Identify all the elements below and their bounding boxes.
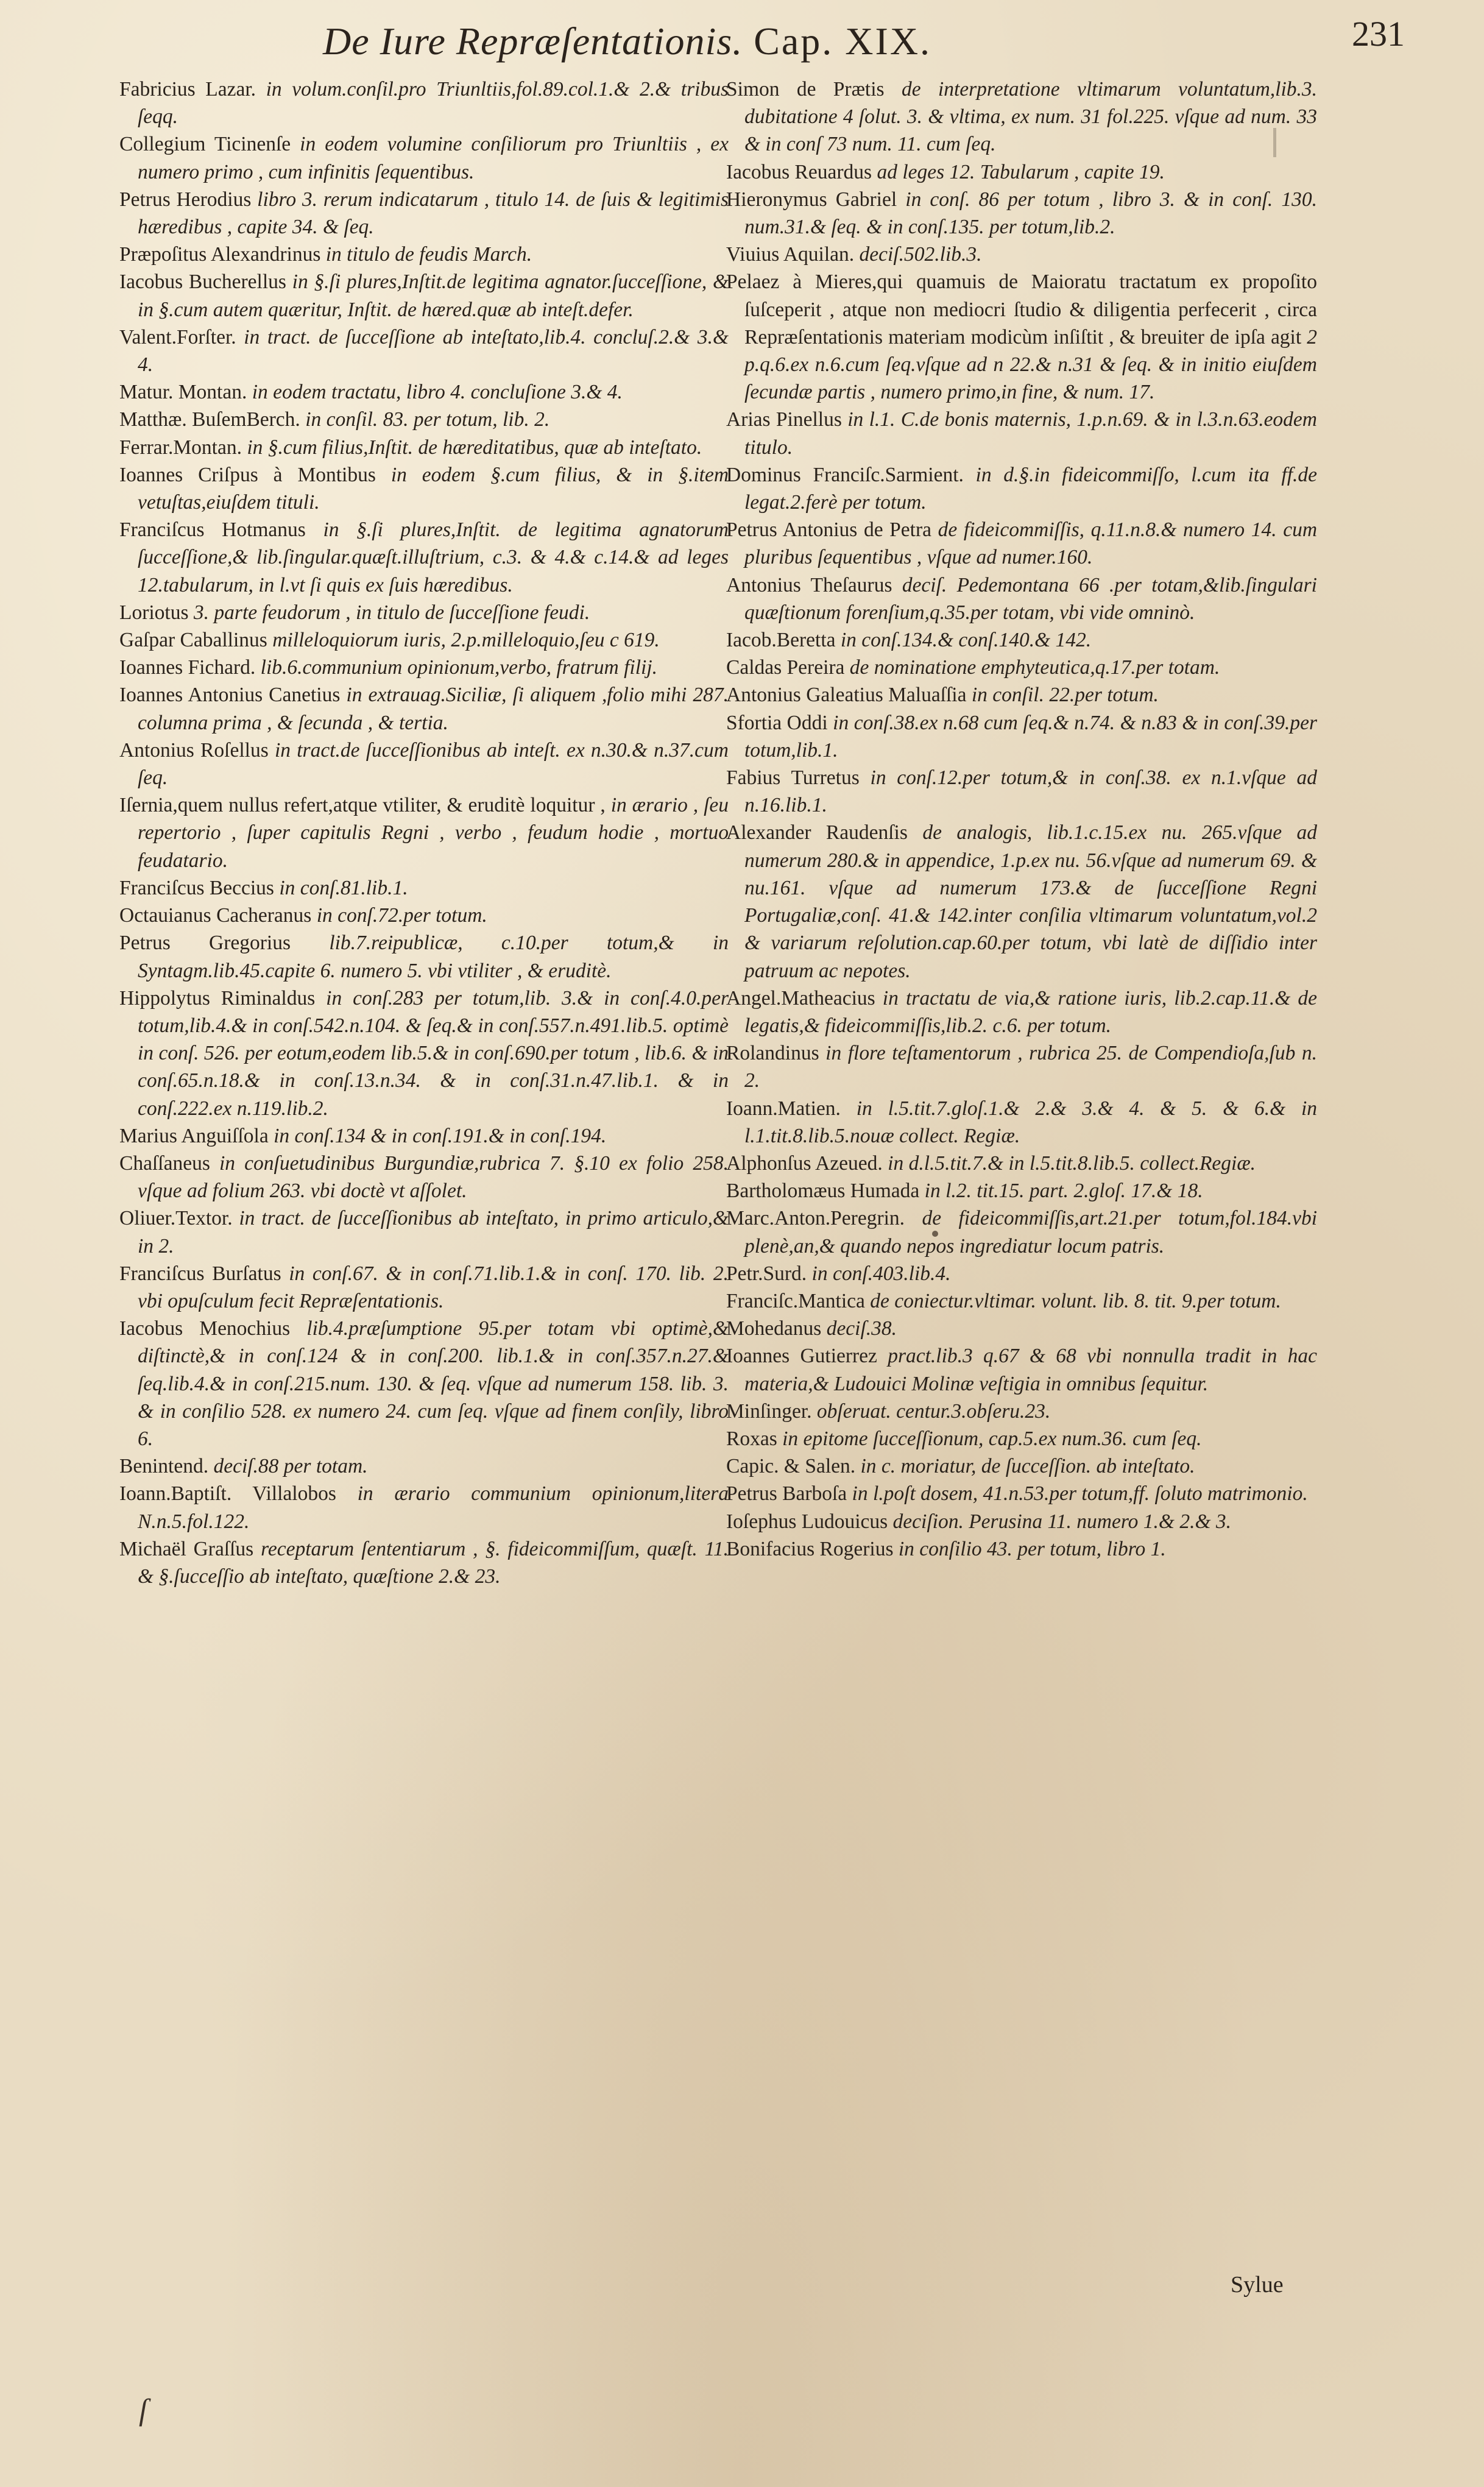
citation-entry (726, 1342, 1317, 1397)
citation-entry (726, 76, 1317, 158)
citation-author: Alexander Raudenſis (726, 821, 908, 844)
citation-entry (119, 378, 729, 406)
citation-entry (119, 654, 729, 681)
citation-reference: in conſ.72.per totum. (316, 904, 487, 927)
citation-entry (726, 709, 1317, 764)
citation-entry (119, 461, 729, 516)
citation-reference: in l.1. C.de bonis maternis, 1.p.n.69. & in l.3.n.63.eodem titulo. (744, 408, 1317, 459)
citation-reference: deciſ. Pedemontana 66 .per totam,&lib.ſingulari quæſtionum forenſium,q.35.per totam, vbi vide omninò. (744, 573, 1317, 624)
citation-author: Angel.Matheacius (726, 986, 875, 1010)
citation-author: Bonifacius Rogerius (726, 1537, 894, 1560)
citation-entry (119, 268, 729, 323)
citation-author: Capic. & Salen. (726, 1455, 856, 1478)
citation-reference: 3. parte feudorum , in titulo de ſucceſſione feudi. (193, 601, 590, 624)
citation-author: Fabius Turretus (726, 766, 860, 790)
citation-reference: in epitome ſucceſſionum, cap.5.ex num.36. cum ſeq. (782, 1427, 1202, 1450)
running-header (323, 11, 1419, 72)
citation-entry (726, 1535, 1317, 1563)
citation-reference: in flore teſtamentorum , rubrica 25. de Compendioſa,ſub n. 2. (744, 1042, 1318, 1092)
citation-entry (726, 681, 1317, 709)
citation-entry (726, 1177, 1317, 1205)
citation-author: Arias Pinellus (726, 408, 842, 431)
citation-reference: in §.ſi plures,Inſtit.de legitima agnator.ſucceſſione, & in §.cum autem quæritur, Inſtit. de hæred.quæ ab inteſt.defer. (138, 271, 729, 321)
citation-author: Petrus Gregorius (119, 932, 291, 955)
citation-reference: in tractatu de via,& ratione iuris, lib.2.cap.11.& de legatis,& fideicommiſſis,lib.2. c.6. per totum. (744, 986, 1318, 1037)
citation-author: Hieronymus Gabriel (726, 188, 897, 211)
citation-reference: in conſilio 43. per totum, libro 1. (898, 1537, 1166, 1560)
citation-entry (119, 186, 729, 241)
signature-mark: ſ (139, 2393, 147, 2427)
citation-author: Franciſcus Burſatus (119, 1262, 281, 1285)
citation-reference: milleloquiorum iuris, 2.p.milleloquio,ſeu c 619. (272, 629, 660, 652)
citation-reference: in conſ.81.lib.1. (279, 876, 408, 899)
citation-reference: deciſ.502.lib.3. (859, 243, 982, 266)
citation-entry (726, 626, 1317, 654)
citation-entry (119, 681, 729, 736)
citation-entry (726, 1425, 1317, 1452)
citation-author: Petr.Surd. (726, 1262, 807, 1285)
citation-author: Pelaez à Mieres,qui quamuis de Maioratu tractatum ex propoſito ſuſceperit , atque non mediocri ſtudio & diligentia perfecerit , circa Repræſentationis materiam modicùm inſiſtit , & breuiter de ipſa agit (726, 271, 1317, 348)
page-number: 231 (1352, 14, 1405, 54)
citation-author: Fabricius Lazar. (119, 78, 256, 101)
citation-author: Marius Anguiſſola (119, 1124, 269, 1147)
citation-entry (726, 1398, 1317, 1425)
citation-author: Simon de Prætis (726, 78, 885, 101)
citation-entry (119, 874, 729, 902)
citation-entry (119, 626, 729, 654)
citation-author: Rolandinus (726, 1042, 819, 1065)
citation-author: Alphonſus Azeued. (726, 1152, 883, 1175)
citation-entry (726, 819, 1317, 984)
citation-author: Minſinger. (726, 1399, 812, 1423)
citation-entry (726, 268, 1317, 406)
citation-entry (119, 985, 729, 1122)
citation-reference: in c. moriatur, de ſucceſſion. ab inteſtato. (860, 1455, 1195, 1478)
citation-reference: deciſ.88 per totam. (213, 1455, 368, 1478)
citation-reference: in §.ſi plures,Inſtit. de legitima agnatorum ſucceſſione,& lib.ſingular.quæſt.illuſtrium, c.3. & 4.& c.14.& ad leges 12.tabularum, in l.vt ſi quis ex ſuis hæredibus. (138, 518, 729, 596)
citation-entry (726, 1452, 1317, 1480)
citation-reference: obſeruat. centur.3.obſeru.23. (816, 1399, 1051, 1423)
citation-author: Ioannes Fichard. (119, 656, 256, 679)
citation-reference: lib.4.præſumptione 95.per totam vbi optimè,& diſtinctè,& in conſ.124 & in conſ.200. lib.1.& in conſ.357.n.27.& ſeq.lib.4.& in conſ.215.num. 130. & ſeq. vſque ad numerum 158. lib. 3. & in conſilio 528. ex numero 24. cum ſeq. vſque ad finem conſily, libro 6. (138, 1317, 729, 1450)
citation-reference: de analogis, lib.1.c.15.ex nu. 265.vſque ad numerum 280.& in appendice, 1.p.ex nu. 56.vſque ad numerum 69. & nu.161. vſque ad numerum 173.& de ſucceſſione Regni Portugaliæ,conſ. 41.& 142.inter conſilia vltimarum voluntatum,vol.2 & variarum reſolution.cap.60.per totum, vbi latè de diſſidio inter patruum ac nepotes. (744, 821, 1317, 982)
citation-entry (726, 1508, 1317, 1535)
citation-author: Gaſpar Caballinus (119, 629, 267, 652)
citation-author: Antonius Roſellus (119, 738, 269, 762)
citation-reference: in tract. de ſucceſſionibus ab inteſtato, in primo articulo,& in 2. (138, 1207, 729, 1258)
citation-reference: de coniectur.vltimar. volunt. lib. 8. tit. 9.per totum. (870, 1289, 1281, 1312)
citation-reference: in l.5.tit.7.gloſ.1.& 2.& 3.& 4. & 5. & 6.& in l.1.tit.8.lib.5.nouæ collect. Regiæ. (744, 1097, 1318, 1147)
citation-reference: de interpretatione vltimarum voluntatum,lib.3. dubitatione 4 ſolut. 3. & vltima, ex num. 31 fol.225. vſque ad num. 33 & in conſ 73 num. 11. cum ſeq. (744, 78, 1317, 156)
citation-entry (119, 902, 729, 929)
citation-entry (726, 1150, 1317, 1177)
citation-reference: in conſ.283 per totum,lib. 3.& in conſ.4.0.per totum,lib.4.& in conſ.542.n.104. & ſeq.& in conſ.557.n.491.lib.5. optimè in conſ. 526. per eotum,eodem lib.5.& in conſ.690.per totum , lib.6. & in conſ.65.n.18.& in conſ.13.n.34. & in conſ.31.n.47.lib.1. & in conſ.222.ex n.119.lib.2. (138, 986, 729, 1120)
citation-reference: in eodem volumine conſiliorum pro Triunltiis , ex numero primo , cum infinitis ſequentibus. (138, 133, 729, 183)
citation-author: Matur. Montan. (119, 381, 247, 404)
citation-entry (119, 1452, 729, 1480)
citation-entry (119, 599, 729, 626)
citation-entry (119, 76, 729, 130)
citation-reference: in conſ.134.& conſ.140.& 142. (840, 629, 1092, 652)
citation-entry (726, 158, 1317, 186)
citation-entry (726, 1205, 1317, 1259)
citation-author: Viuius Aquilan. (726, 243, 855, 266)
citation-entry (726, 764, 1317, 819)
citation-entry (119, 1205, 729, 1259)
citation-author: Hippolytus Riminaldus (119, 986, 316, 1010)
citation-author: Mohedanus (726, 1317, 822, 1340)
citation-entry (119, 130, 729, 185)
citation-reference: pract.lib.3 q.67 & 68 vbi nonnulla tradit in hac materia,& Ludouici Molinæ veſtigia in omnibus ſequitur. (744, 1345, 1317, 1395)
citation-reference: in l.2. tit.15. part. 2.gloſ. 17.& 18. (924, 1180, 1203, 1203)
citation-reference: in d.§.in fideicommiſſo, l.cum ita ff.de legat.2.ferè per totum. (744, 463, 1317, 514)
citation-entry (119, 1150, 729, 1205)
citation-author: Chaſſaneus (119, 1152, 210, 1175)
citation-author: Bartholomæus Humada (726, 1180, 920, 1203)
citation-author: Marc.Anton.Peregrin. (726, 1207, 905, 1230)
citation-entry (119, 516, 729, 599)
citation-reference: in extrauag.Siciliæ, ſi aliquem ,folio mihi 287. columna prima , & ſecunda , & tertia. (138, 684, 729, 734)
citation-author: Petrus Barboſa (726, 1482, 847, 1505)
citation-entry (726, 241, 1317, 268)
citation-entry (119, 1122, 729, 1150)
citation-author: Antonius Theſaurus (726, 573, 892, 596)
citation-reference: in ærario communium opinionum,litera N.n.5.fol.122. (138, 1482, 729, 1533)
citation-author: Iſernia,quem nullus refert,atque vtiliter, & eruditè loquitur , (119, 794, 606, 817)
citation-reference: ad leges 12. Tabularum , capite 19. (877, 160, 1165, 183)
citation-author: Ferrar.Montan. (119, 436, 242, 459)
citation-author: Roxas (726, 1427, 777, 1450)
citation-reference: in §.cum filius,Inſtit. de hæreditatibus, quæ ab inteſtato. (247, 436, 702, 459)
citation-entry (119, 324, 729, 378)
citation-reference: in titulo de feudis March. (325, 243, 532, 266)
citation-entry (119, 1315, 729, 1452)
citation-reference: deciſ.38. (826, 1317, 897, 1340)
citation-author: Petrus Antonius de Petra (726, 518, 931, 542)
citation-entry (119, 406, 729, 433)
citation-author: Caldas Pereira (726, 656, 845, 679)
citation-author: Ioſephus Ludouicus (726, 1510, 888, 1533)
citation-author: Ioann.Baptiſt. Villalobos (119, 1482, 336, 1505)
citation-reference: in d.l.5.tit.7.& in l.5.tit.8.lib.5. collect.Regiæ. (888, 1152, 1256, 1175)
citation-entry (726, 654, 1317, 681)
citation-reference: 2 p.q.6.ex n.6.cum ſeq.vſque ad n 22.& n.31 & ſeq. & in initio eiuſdem ſecundæ partis , numero primo,in fine, & num. 17. (744, 325, 1317, 404)
left-column (119, 76, 729, 1590)
citation-entry (119, 1260, 729, 1315)
catchword: Sylue (1231, 2272, 1284, 2298)
citation-entry (726, 1315, 1317, 1342)
citation-author: Ioannes Criſpus à Montibus (119, 463, 376, 486)
running-title: De Iure Repræſentationis. (323, 19, 743, 63)
citation-reference: in eodem tractatu, libro 4. concluſione 3.& 4. (252, 381, 623, 404)
citation-author: Iacob.Beretta (726, 629, 836, 652)
citation-reference: deciſion. Perusina 11. numero 1.& 2.& 3. (892, 1510, 1232, 1533)
citation-reference: in conſuetudinibus Burgundiæ,rubrica 7. §.10 ex folio 258. vſque ad folium 263. vbi doctè vt aſſolet. (138, 1152, 729, 1203)
citation-entry (119, 1480, 729, 1535)
citation-reference: in conſ.403.lib.4. (811, 1262, 951, 1285)
citation-reference: de fideicommiſſis,art.21.per totum,fol.184.vbi plenè,an,& quando nepos ingrediatur locum patris. (744, 1207, 1317, 1258)
citation-reference: in volum.conſil.pro Triunltiis,fol.89.col.1.& 2.& tribus ſeqq. (138, 78, 729, 129)
citation-reference: de fideicommiſſis, q.11.n.8.& numero 14. cum pluribus ſequentibus , vſque ad numer.160. (744, 518, 1318, 569)
citation-entry (726, 1095, 1317, 1150)
citation-author: Michaël Graſſus (119, 1537, 254, 1560)
citation-reference: lib.6.communium opinionum,verbo, fratrum filij. (260, 656, 658, 679)
citation-entry (726, 186, 1317, 241)
citation-author: Ioannes Gutierrez (726, 1345, 877, 1368)
citation-author: Benintend. (119, 1455, 209, 1478)
citation-author: Iacobus Bucherellus (119, 271, 286, 294)
citation-reference: in conſ.12.per totum,& in conſ.38. ex n.1.vſque ad n.16.lib.1. (744, 766, 1317, 817)
citation-entry (119, 1535, 729, 1590)
citation-author: Franciſc.Mantica (726, 1289, 865, 1312)
citation-entry (726, 406, 1317, 461)
citation-reference: in tract. de ſucceſſione ab inteſtato,lib.4. concluſ.2.& 3.& 4. (138, 325, 729, 377)
citation-author: Præpoſitus Alexandrinus (119, 243, 321, 266)
citation-reference: receptarum ſententiarum , §. fideicommiſſum, quæſt. 11. & §.ſucceſſio ab inteſtato, quæſtione 2.& 23. (138, 1537, 729, 1588)
citation-author: Franciſcus Beccius (119, 876, 274, 899)
citation-author: Ioann.Matien. (726, 1097, 841, 1120)
citation-entry (119, 791, 729, 874)
citation-author: Sfortia Oddi (726, 711, 828, 734)
citation-entry (119, 929, 729, 984)
citation-reference: lib.7.reipublicæ, c.10.per totum,& in Syntagm.lib.45.capite 6. numero 5. vbi vtiliter , & eruditè. (138, 932, 729, 982)
citation-author: Antonius Galeatius Maluaſſia (726, 684, 967, 707)
citation-author: Petrus Herodius (119, 188, 252, 211)
citation-author: Valent.Forſter. (119, 325, 236, 348)
citation-reference: in conſil. 83. per totum, lib. 2. (305, 408, 550, 431)
citation-entry (726, 1039, 1317, 1094)
citation-author: Iacobus Menochius (119, 1317, 291, 1340)
citation-entry (726, 516, 1317, 571)
citation-entry (726, 461, 1317, 516)
citation-reference: in l.poſt dosem, 41.n.53.per totum,ff. ſoluto matrimonio. (852, 1482, 1308, 1505)
citation-reference: de nominatione emphyteutica,q.17.per totam. (849, 656, 1220, 679)
citation-reference: in tract.de ſucceſſionibus ab inteſt. ex n.30.& n.37.cum ſeq. (138, 738, 729, 790)
citation-entry (726, 1287, 1317, 1315)
citation-author: Franciſcus Hotmanus (119, 518, 306, 542)
citation-author: Dominus Franciſc.Sarmient. (726, 463, 964, 486)
citation-entry (726, 571, 1317, 626)
citation-entry (119, 241, 729, 268)
citation-entry (119, 434, 729, 461)
citation-reference: libro 3. rerum indicatarum , titulo 14. de ſuis & legitimis hæredibus , capite 34. & ſeq. (138, 188, 729, 239)
citation-reference: in conſ. 86 per totum , libro 3. & in conſ. 130. num.31.& ſeq. & in conſ.135. per totum,lib.2. (744, 188, 1318, 239)
citation-reference: in eodem §.cum filius, & in §.item vetuſtas,eiuſdem tituli. (138, 463, 729, 514)
chapter-number: Cap. XIX. (754, 19, 932, 63)
citation-entry (726, 1480, 1317, 1507)
citation-author: Loriotus (119, 601, 189, 624)
citation-author: Collegium Ticinenſe (119, 133, 291, 156)
citation-entry (726, 1260, 1317, 1287)
citation-author: Matthæ. BuſemBerch. (119, 408, 300, 431)
citation-reference: in ærario , ſeu repertorio , ſuper capitulis Regni , verbo , feudum hodie , mortuo feudatario. (138, 794, 729, 872)
right-column (726, 76, 1317, 1563)
citation-reference: in conſ.67. & in conſ.71.lib.1.& in conſ. 170. lib. 2. vbi opuſculum fecit Repræſentationis. (138, 1262, 729, 1312)
citation-entry (119, 737, 729, 791)
citation-author: Ioannes Antonius Canetius (119, 684, 341, 707)
citation-reference: in conſ.38.ex n.68 cum ſeq.& n.74. & n.83 & in conſ.39.per totum,lib.1. (744, 711, 1317, 762)
citation-author: Iacobus Reuardus (726, 160, 872, 183)
citation-reference: in conſil. 22.per totum. (971, 684, 1159, 707)
citation-reference: in conſ.134 & in conſ.191.& in conſ.194. (274, 1124, 607, 1147)
citation-author: Octauianus Cacheranus (119, 904, 312, 927)
citation-author: Oliuer.Textor. (119, 1207, 233, 1230)
citation-entry (726, 985, 1317, 1039)
